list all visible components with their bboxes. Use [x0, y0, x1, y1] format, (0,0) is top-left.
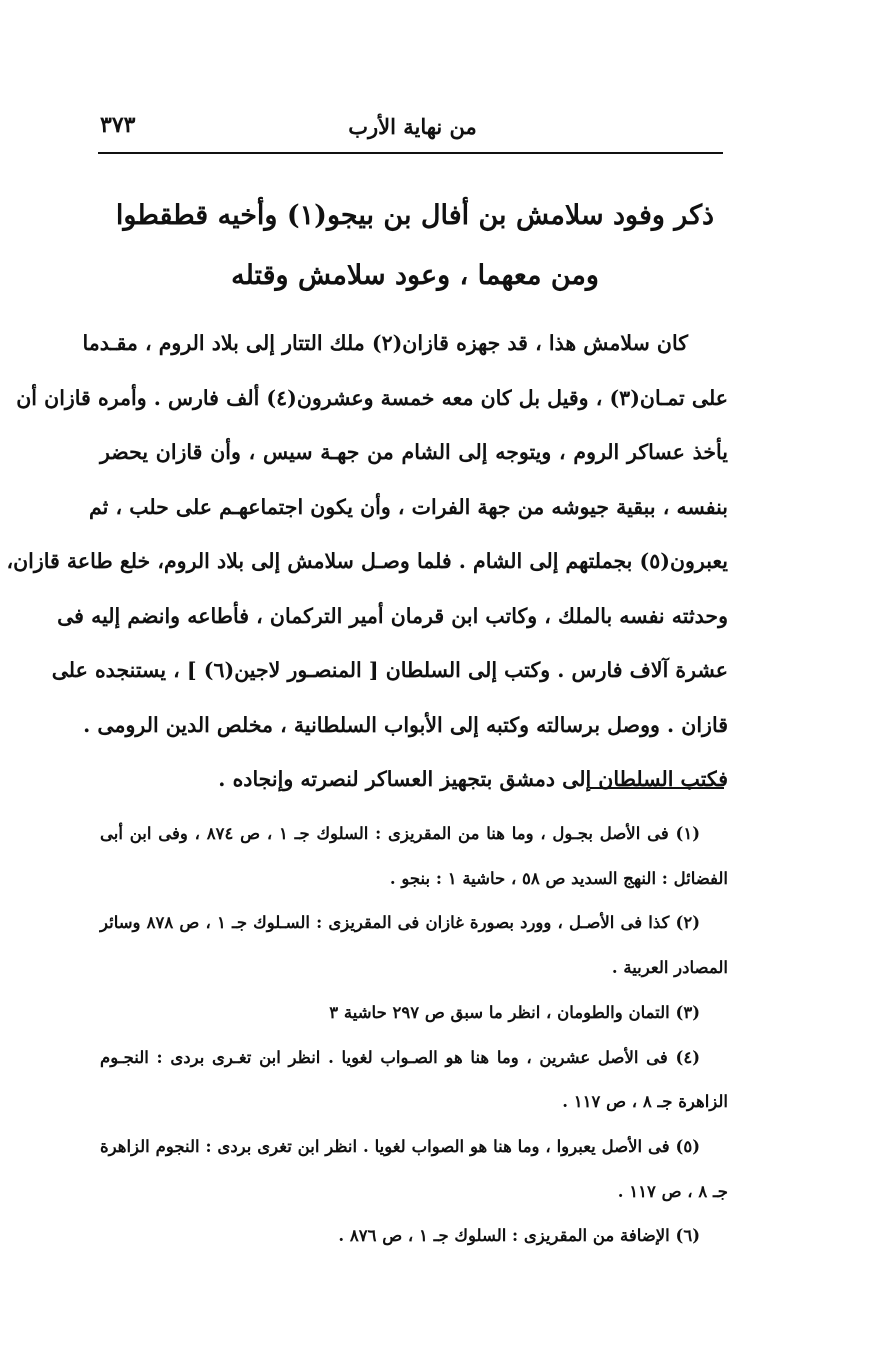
footnote-rule — [590, 787, 724, 789]
chapter-title-line: ذكر وفود سلامش بن أفال بن بيجو(١) وأخيه قطقطوا — [115, 200, 715, 231]
header-rule — [98, 152, 723, 154]
body-line: عشرة آلاف فارس . وكتب إلى السلطان [ المنصـور لاجين(٦) ] ، يستنجده على — [51, 658, 728, 682]
body-line: وحدثته نفسه بالملك ، وكاتب ابن قرمان أمير التركمان ، فأطاعه وانضم إليه فى — [57, 603, 728, 628]
footnote-line: (١) فى الأصل بجـول ، وما هنا من المقريزى : السلوك جـ ١ ، ص ٨٧٤ ، وفى ابن أبى — [100, 824, 701, 843]
body-line: يأخذ عساكر الروم ، ويتوجه إلى الشام من جهـة سيس ، وأن قازان يحضر — [100, 440, 728, 464]
footnote-line: الفضائل : النهج السديد ص ٥٨ ، حاشية ١ : بنجو . — [389, 868, 728, 888]
body-line: قازان . ووصل برسالته وكتبه إلى الأبواب السلطانية ، مخلص الدين الرومى . — [83, 712, 728, 737]
footnote-line: جـ ٨ ، ص ١١٧ . — [617, 1181, 728, 1201]
body-line: يعبرون(٥) بجملتهم إلى الشام . فلما وصـل سلامش إلى بلاد الروم، خلع طاعة قازان، — [6, 549, 728, 573]
footnote-line: (٣) التمان والطومان ، انظر ما سبق ص ٢٩٧ حاشية ٣ — [329, 1002, 700, 1022]
footnote-line: المصادر العربية . — [611, 958, 728, 978]
body-paragraph — [6, 316, 728, 807]
footnote-line: (٢) كذا فى الأصـل ، وورد بصورة غازان فى المقريزى : السـلوك جـ ١ ، ص ٨٧٨ وسائر — [100, 913, 700, 933]
body-line: بنفسه ، ببقية جيوشه من جهة الفرات ، وأن يكون اجتماعهـم على حلب ، ثم — [88, 494, 728, 519]
footnotes — [100, 812, 728, 1259]
footnote-line: الزاهرة جـ ٨ ، ص ١١٧ . — [562, 1092, 728, 1112]
body-line: على تمـان(٣) ، وقيل بل كان معه خمسة وعشرون(٤) ألف فارس . وأمره قازان أن — [16, 385, 728, 410]
running-title: من نهاية الأرب — [348, 114, 477, 139]
chapter-title-line: ومن معهما ، وعود سلامش وقتله — [231, 260, 599, 291]
running-head — [100, 112, 725, 148]
body-line: فكتب السلطان إلى دمشق بتجهيز العساكر لنصرته وإنجاده . — [218, 767, 728, 791]
footnote-line: (٦) الإضافة من المقريزى : السلوك جـ ١ ، ص ٨٧٦ . — [338, 1226, 700, 1246]
body-line: كان سلامش هذا ، قد جهزه قازان(٢) ملك التتار إلى بلاد الروم ، مقـدما — [82, 331, 688, 355]
page-number: ٣٧٣ — [100, 112, 136, 138]
chapter-title — [100, 186, 730, 306]
footnote-line: (٤) فى الأصل عشرين ، وما هنا هو الصـواب لغويا . انظر ابن تغـرى بردى : النجـوم — [100, 1047, 700, 1067]
footnote-line: (٥) فى الأصل يعبروا ، وما هنا هو الصواب لغويا . انظر ابن تغرى بردى : النجوم الزاهرة — [100, 1136, 700, 1156]
